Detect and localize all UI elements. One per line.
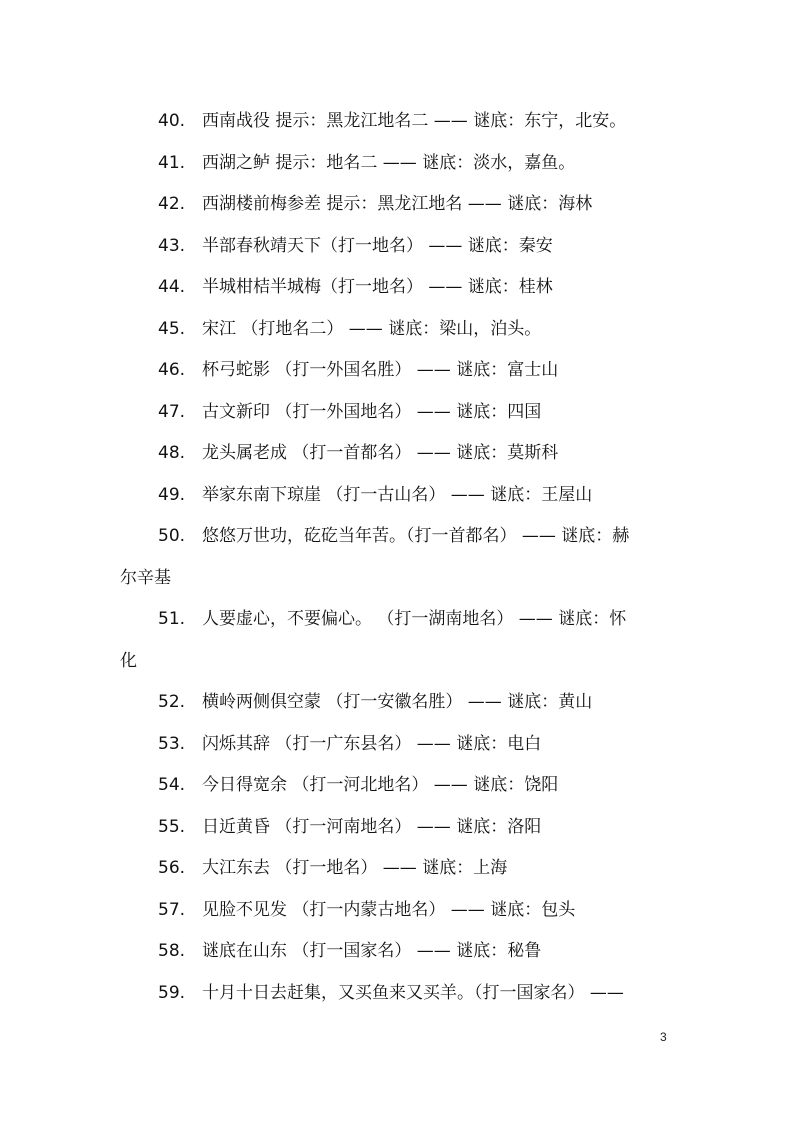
item-number: 55. — [158, 816, 186, 837]
list-item — [120, 724, 676, 766]
list-item — [120, 184, 676, 226]
item-number: 53. — [158, 733, 186, 754]
item-text: 今日得宽余 （打一河北地名） —— 谜底：饶阳 — [202, 775, 559, 795]
item-text: 西南战役 提示：黑龙江地名二 —— 谜底：东宁，北安。 — [202, 111, 627, 131]
list-item — [120, 848, 676, 890]
list-item — [120, 350, 676, 392]
item-number: 54. — [158, 775, 186, 795]
list-item — [120, 682, 676, 724]
item-text: 西湖楼前梅参差 提示：黑龙江地名 —— 谜底：海林 — [202, 194, 593, 214]
item-number: 42. — [158, 194, 186, 214]
item-text: 举家东南下琼崖 （打一古山名） —— 谜底：王屋山 — [202, 484, 593, 505]
item-number: 45. — [158, 318, 186, 339]
list-item — [120, 890, 676, 932]
item-number: 52. — [158, 692, 186, 712]
item-first-line — [120, 599, 676, 641]
list-item — [120, 599, 676, 682]
item-text: 日近黄昏 （打一河南地名） —— 谜底：洛阳 — [202, 816, 542, 837]
item-number: 50. — [158, 526, 186, 546]
item-text: 谜底在山东 （打一国家名） —— 谜底：秘鲁 — [202, 941, 542, 961]
item-number: 58. — [158, 941, 186, 961]
list-item — [120, 475, 676, 517]
list-item — [120, 765, 676, 807]
item-number: 43. — [158, 235, 186, 256]
item-continuation: 化 — [120, 650, 137, 671]
list-item — [120, 931, 676, 973]
item-text: 龙头属老成 （打一首都名） —— 谜底：莫斯科 — [202, 443, 559, 463]
list-item — [120, 226, 676, 268]
item-text: 十月十日去赶集，又买鱼来又买羊。（打一国家名） —— — [202, 982, 624, 1003]
item-text: 西湖之鲈 提示：地名二 —— 谜底：淡水，嘉鱼。 — [202, 152, 576, 173]
list-item — [120, 516, 676, 599]
item-text: 半部春秋靖天下（打一地名） —— 谜底：秦安 — [202, 235, 553, 256]
item-number: 51. — [158, 609, 186, 629]
list-item — [120, 143, 676, 185]
item-number: 46. — [158, 360, 186, 380]
list-item — [120, 392, 676, 434]
item-text: 半城柑桔半城梅（打一地名） —— 谜底：桂林 — [202, 277, 553, 297]
item-continuation: 尔辛基 — [120, 567, 171, 588]
item-number: 48. — [158, 443, 186, 463]
item-number: 56. — [158, 858, 186, 878]
item-text: 悠悠万世功，矻矻当年苦。（打一首都名） —— 谜底：赫 — [202, 526, 630, 546]
item-number: 49. — [158, 484, 186, 505]
item-text: 古文新印 （打一外国地名） —— 谜底：四国 — [202, 401, 542, 422]
item-number: 59. — [158, 982, 186, 1003]
riddle-list — [120, 101, 676, 1014]
page-number: 3 — [660, 1030, 667, 1044]
list-item — [120, 267, 676, 309]
item-number: 57. — [158, 899, 186, 920]
item-text: 宋江 （打地名二） —— 谜底：梁山，泊头。 — [202, 318, 542, 339]
list-item — [120, 433, 676, 475]
item-text: 人要虚心，不要偏心。 （打一湖南地名） —— 谜底：怀 — [202, 609, 627, 629]
item-text: 见脸不见发 （打一内蒙古地名） —— 谜底：包头 — [202, 899, 576, 920]
item-number: 44. — [158, 277, 186, 297]
list-item — [120, 807, 676, 849]
item-text: 闪烁其辞 （打一广东县名） —— 谜底：电白 — [202, 733, 542, 754]
item-first-line — [120, 516, 676, 558]
list-item — [120, 309, 676, 351]
item-number: 40. — [158, 111, 186, 131]
list-item — [120, 101, 676, 143]
list-item — [120, 973, 676, 1015]
item-text: 大江东去 （打一地名） —— 谜底：上海 — [202, 858, 508, 878]
item-number: 47. — [158, 401, 186, 422]
item-text: 横岭两侧俱空蒙 （打一安徽名胜） —— 谜底：黄山 — [202, 692, 593, 712]
item-number: 41. — [158, 152, 186, 173]
item-text: 杯弓蛇影 （打一外国名胜） —— 谜底：富士山 — [202, 360, 559, 380]
